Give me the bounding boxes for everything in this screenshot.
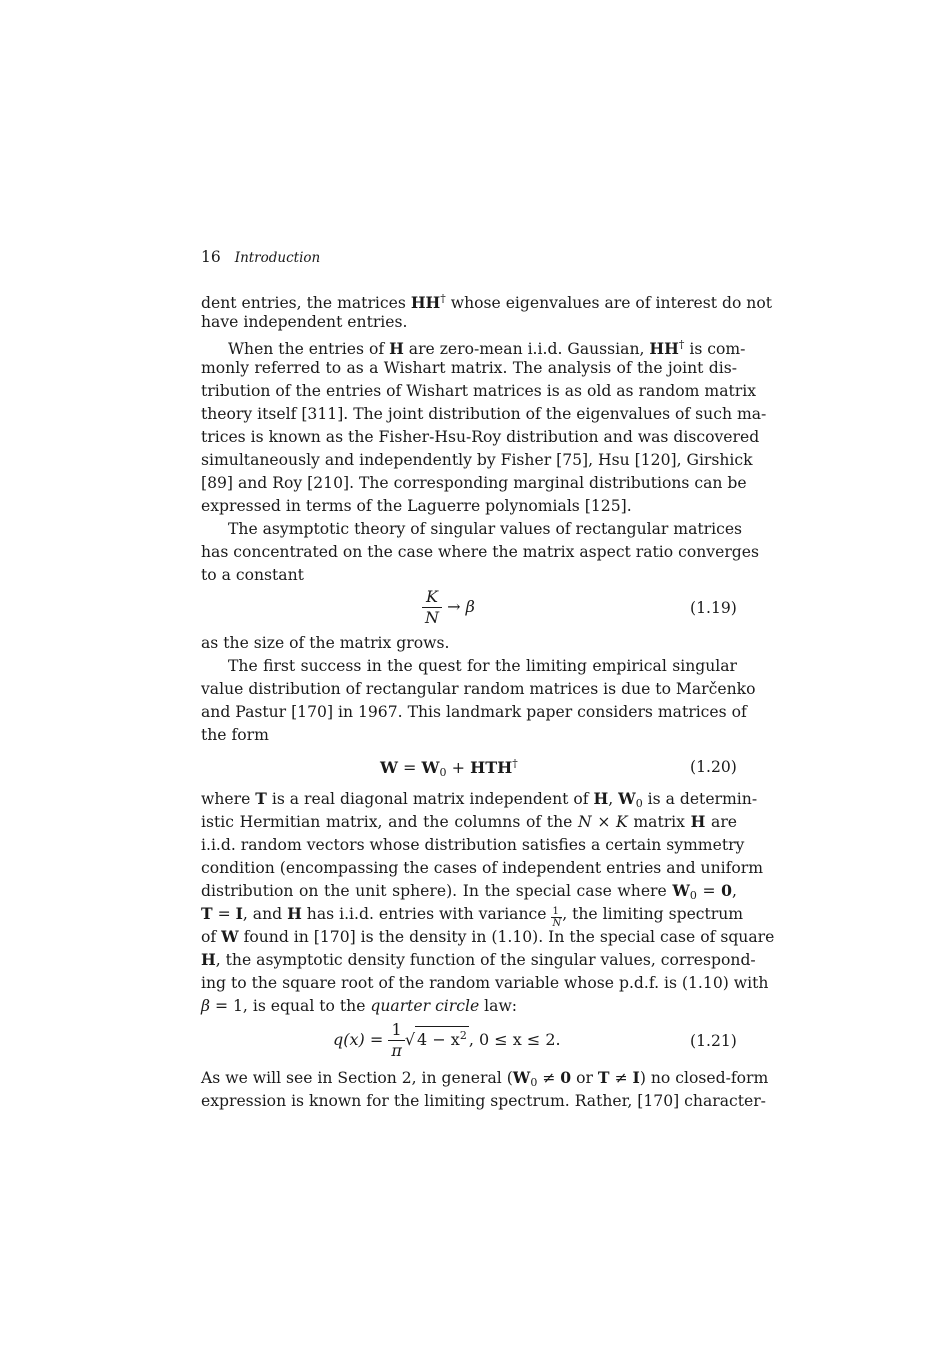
text-line: distribution on the unit sphere). In the special case where $W_0 = 0$,: [201, 881, 737, 902]
text-line: has concentrated on the case where the matrix aspect ratio converges: [201, 543, 760, 561]
text-line: to a constant: [201, 566, 304, 584]
text-line: have independent entries.: [201, 313, 408, 331]
equation-1-20: $W = W_0 + HTH^\dagger$: [380, 757, 518, 779]
text-line: istic Hermitian matrix, and the columns of the N × K matrix H are: [201, 812, 738, 831]
text-line: value distribution of rectangular random matrices is due to Marčenko: [201, 680, 756, 698]
equation-1-19: $\frac{K}{N}$ → β: [422, 587, 475, 628]
text-line: ing to the square root of the random variable whose p.d.f. is (1.10) with: [201, 974, 769, 992]
text-line: As we will see in Section 2, in general ($W_0 \ne 0$ or T ≠ I) no closed-form: [201, 1068, 769, 1089]
text-line: The first success in the quest for the limiting empirical singular: [228, 657, 737, 675]
text-line: tribution of the entries of Wishart matrices is as old as random matrix: [201, 382, 757, 400]
equation-1-21: q(x) = $\frac{1}{\pi}$ √ $4 - x^2$ , 0 ≤ x ≤ 2.: [333, 1020, 561, 1060]
sqrt-sign: √: [404, 1030, 416, 1049]
text-line: expressed in terms of the Laguerre polynomials [125].: [201, 497, 632, 515]
text-line: the form: [201, 726, 269, 744]
section-title: Introduction: [234, 250, 321, 266]
text-line: i.i.d. random vectors whose distribution satisfies a certain symmetry: [201, 836, 745, 854]
text-line: condition (encompassing the cases of independent entries and uniform: [201, 859, 764, 877]
text-line: theory itself [311]. The joint distribution of the eigenvalues of such ma-: [201, 405, 767, 423]
equation-number: (1.20): [690, 758, 737, 776]
text-line: dent entries, the matrices HH† whose eigenvalues are of interest do not: [201, 292, 773, 312]
page-number: 16: [201, 248, 221, 266]
text-line: β = 1, is equal to the quarter circle law:: [201, 997, 518, 1015]
text-line: When the entries of H are zero-mean i.i.d. Gaussian, HH† is com-: [228, 338, 746, 358]
text-line: where T is a real diagonal matrix independent of H, $W_0$ is a determin-: [201, 789, 758, 810]
text-line: and Pastur [170] in 1967. This landmark paper considers matrices of: [201, 703, 747, 721]
equation-number: (1.19): [690, 599, 737, 617]
text-line: simultaneously and independently by Fisher [75], Hsu [120], Girshick: [201, 451, 753, 469]
equation-number: (1.21): [690, 1032, 737, 1050]
running-head: [201, 248, 320, 266]
text-line: as the size of the matrix grows.: [201, 634, 450, 652]
text-line: H, the asymptotic density function of the singular values, correspond-: [201, 950, 756, 969]
text-line: of W found in [170] is the density in (1.10). In the special case of square: [201, 927, 775, 946]
text-line: T = I, and H has i.i.d. entries with variance $\frac{1}{N}$ , the limiting spectrum: [201, 904, 744, 929]
text-line: The asymptotic theory of singular values of rectangular matrices: [228, 520, 743, 538]
text-line: expression is known for the limiting spectrum. Rather, [170] character-: [201, 1092, 766, 1110]
text-line: [89] and Roy [210]. The corresponding marginal distributions can be: [201, 474, 747, 492]
text-line: trices is known as the Fisher-Hsu-Roy distribution and was discovered: [201, 428, 760, 446]
text-line: monly referred to as a Wishart matrix. The analysis of the joint dis-: [201, 359, 737, 377]
